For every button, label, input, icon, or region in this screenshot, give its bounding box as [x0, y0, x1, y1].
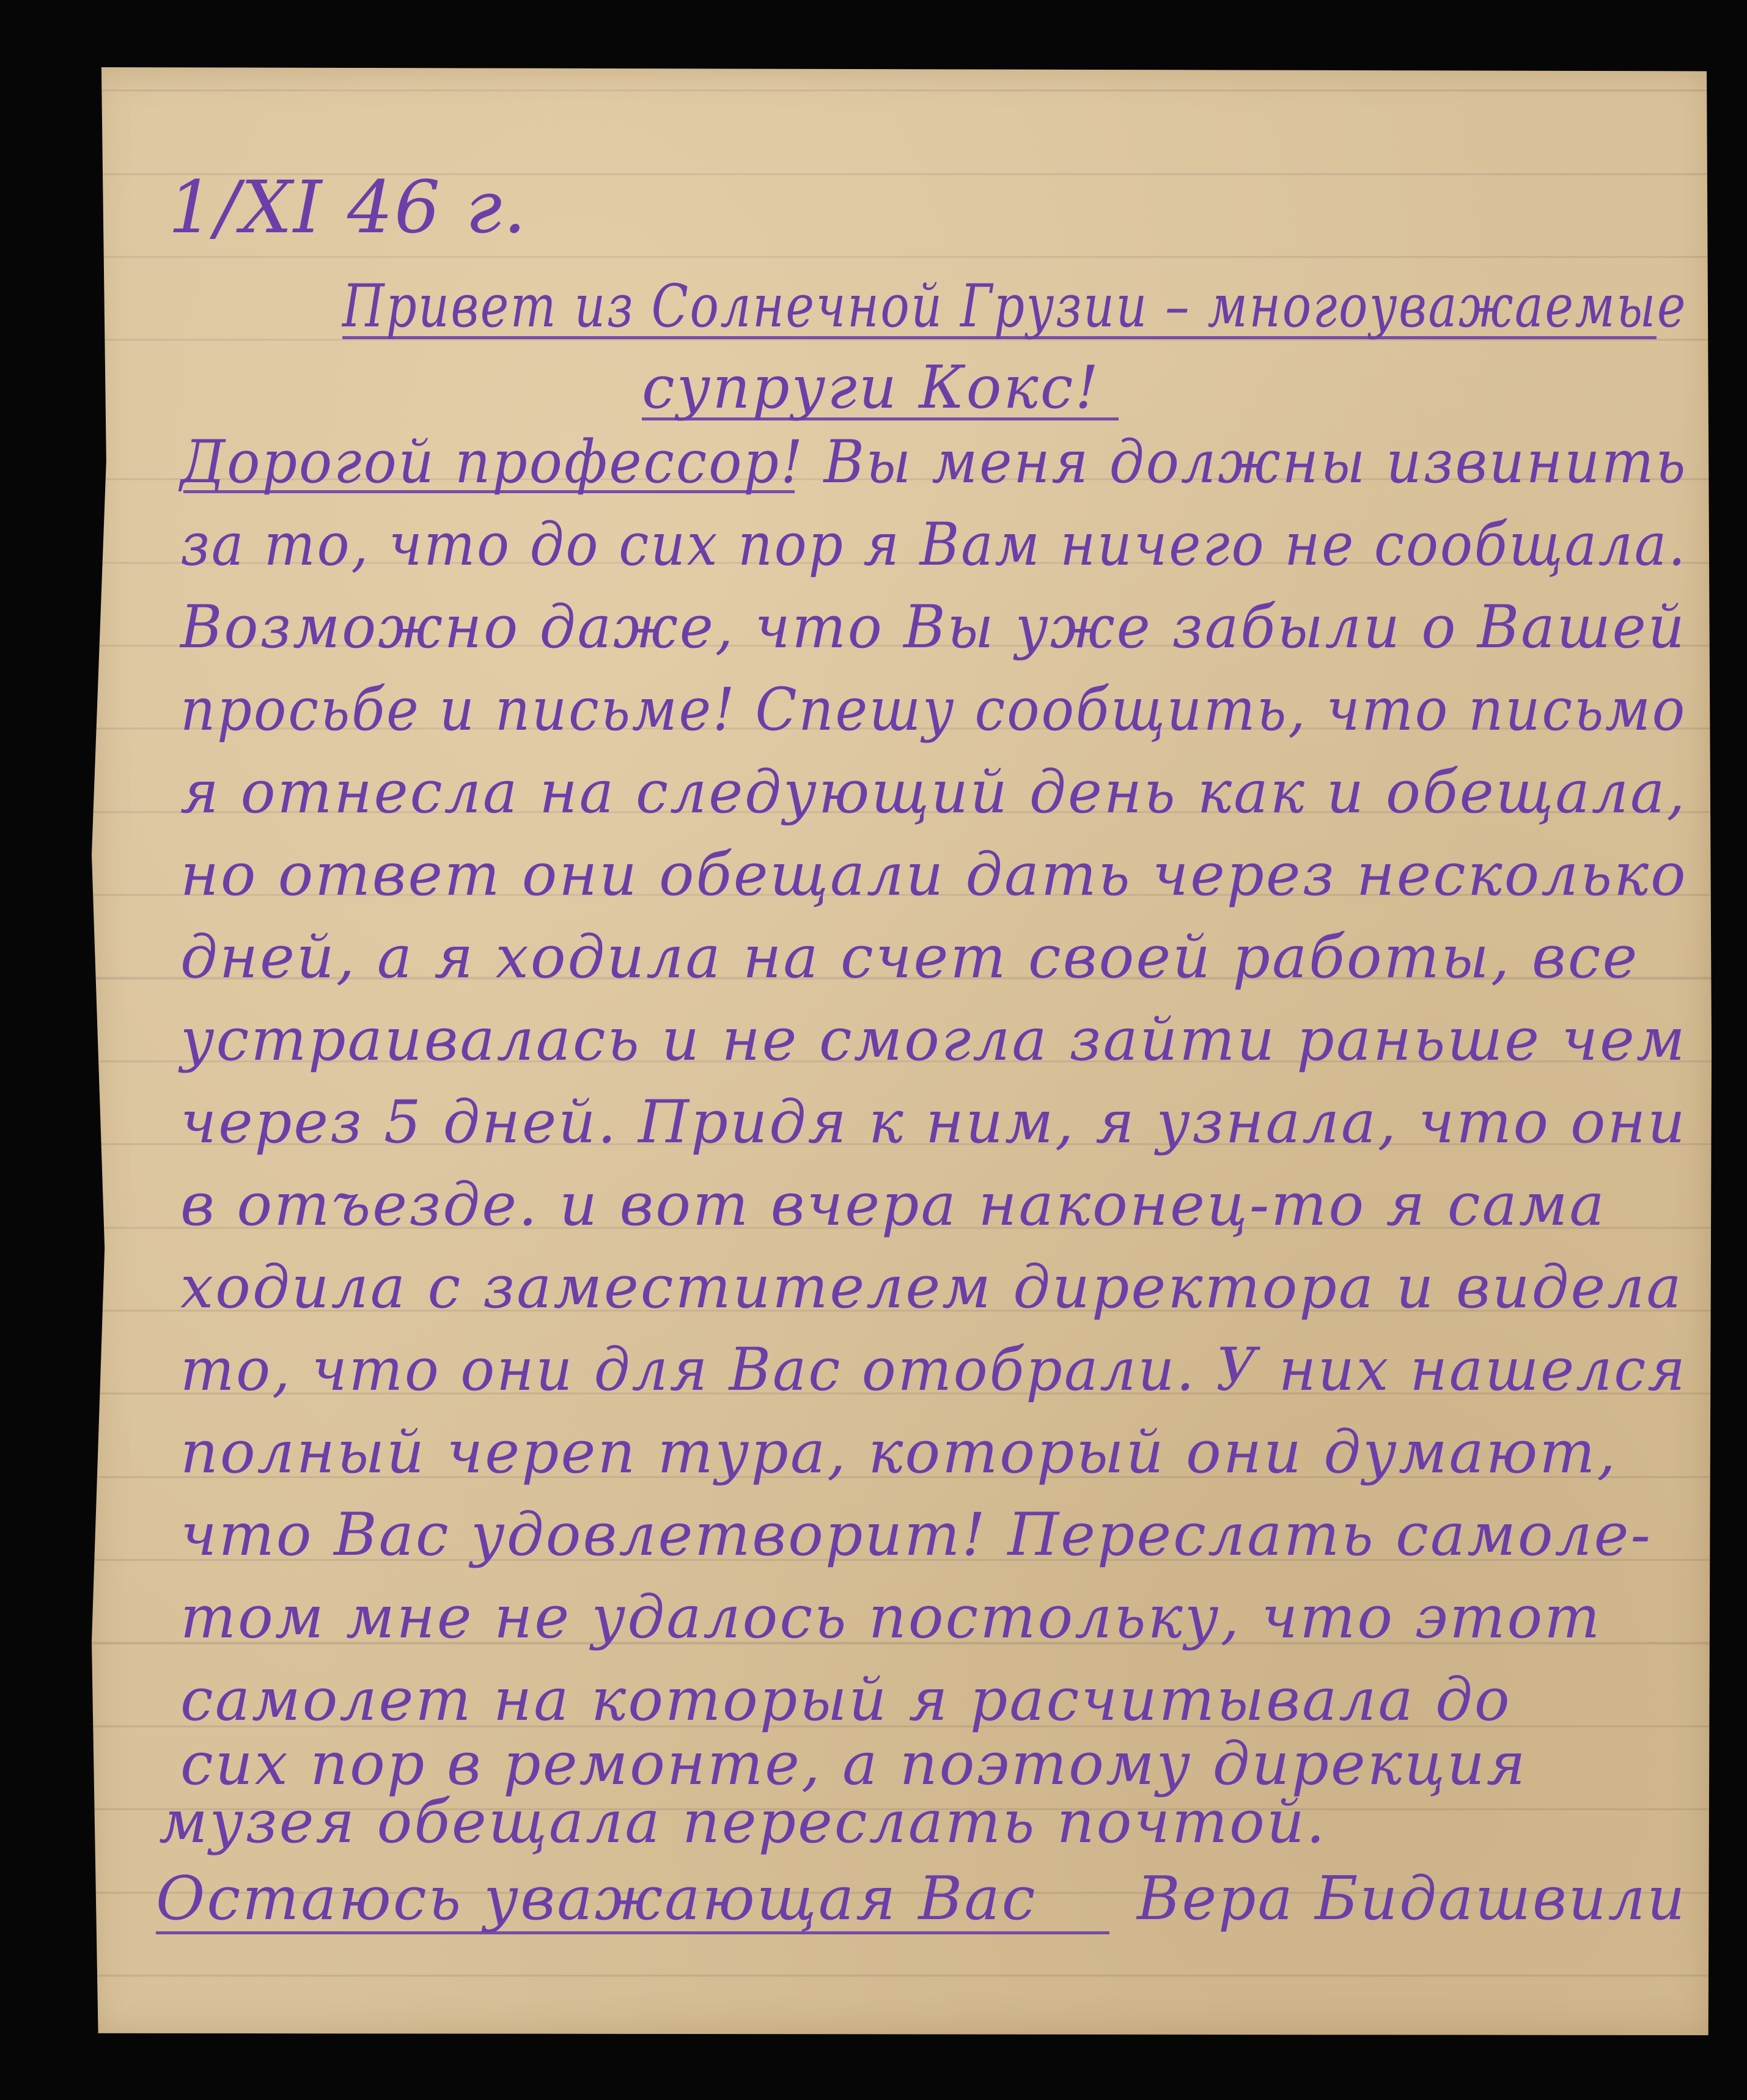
body-line: музея обещала переслать почтой. — [159, 1788, 1327, 1856]
body-line: через 5 дней. Придя к ним, я узнала, что они — [180, 1088, 1687, 1156]
body-line: устраивалась и не смогла зайти раньше чем — [180, 1005, 1687, 1074]
body-line: в отъезде. и вот вчера наконец-то я сама — [180, 1170, 1606, 1239]
body-line: том мне не удалось постольку, что этот — [180, 1583, 1602, 1651]
greeting-line: супруги Кокс! — [642, 353, 1101, 422]
body-line: Возможно даже, что Вы уже забыли о Вашей — [180, 593, 1686, 661]
greeting-underline — [642, 417, 1119, 420]
body-line: то, что они для Вас отобрали. У них нашелся — [180, 1335, 1687, 1404]
body-line: просьбе и письме! Спешу сообщить, что письмо — [180, 675, 1687, 744]
closing-underline — [156, 1931, 1109, 1934]
body-line: что Вас удовлетворит! Переслать самоле- — [180, 1500, 1652, 1569]
body-line: но ответ они обещали дать через несколько — [180, 840, 1688, 909]
body-line: ходила с заместителем директора и видела — [180, 1253, 1683, 1321]
body-line: самолет на который я расчитывала до — [180, 1665, 1512, 1734]
body-line: полный череп тура, который они думают, — [180, 1418, 1617, 1486]
letter-date: 1/XI 46 г. — [168, 165, 528, 249]
body-line: за то, что до сих пор я Вам ничего не сообщала. — [180, 510, 1687, 579]
greeting-line: Привет из Солнечной Грузии – многоуважаемые — [342, 272, 1688, 340]
closing-line: Остаюсь уважающая Вас — [156, 1864, 1037, 1934]
greeting-underline — [342, 336, 1657, 339]
body-line: сих пор в ремонте, а поэтому дирекция — [180, 1730, 1528, 1798]
body-line: дней, а я ходила на счет своей работы, все — [180, 923, 1639, 991]
body-line: Дорогой профессор! Вы меня должны извинить — [180, 428, 1688, 496]
body-line: я отнесла на следующий день как и обещала, — [180, 758, 1687, 826]
signature: Вера Бидашвили — [1137, 1864, 1687, 1934]
salutation-underline — [183, 490, 795, 493]
